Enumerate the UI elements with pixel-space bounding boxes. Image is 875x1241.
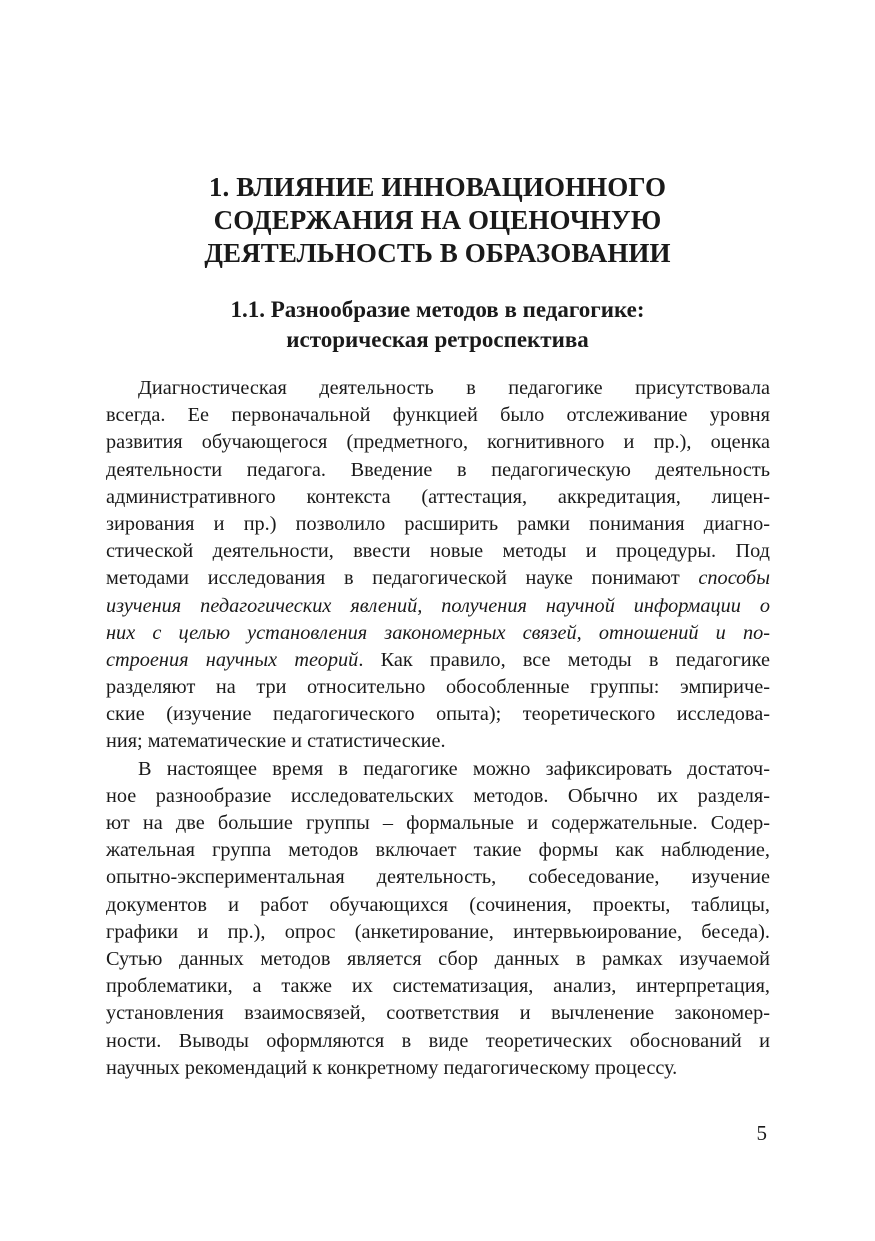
italic-definition: строения научных теорий: [106, 648, 359, 671]
text-line: жательная группа методов включает такие формы как наблюдение,: [106, 839, 770, 862]
chapter-title: [120, 171, 755, 270]
italic-definition: изучения педагогических явлений, получения научной информации о: [106, 594, 770, 617]
text-line: развития обучающегося (предметного, когнитивного и пр.), оценка: [106, 431, 770, 454]
chapter-title-line: СОДЕРЖАНИЯ НА ОЦЕНОЧНУЮ: [213, 205, 662, 235]
text-line: всегда. Ее первоначальной функцией было отслеживание уровня: [106, 404, 770, 427]
section-title-line: историческая ретроспектива: [286, 327, 589, 352]
paragraph-1: [106, 375, 770, 756]
text-line: научных рекомендаций к конкретному педагогическому процессу.: [106, 1056, 678, 1079]
text-line: В настоящее время в педагогике можно зафиксировать достаточ-: [138, 757, 770, 780]
paragraph-2: [106, 756, 770, 1082]
text-segment: . Как правило, все методы в педагогике: [358, 648, 771, 671]
section-title: [120, 295, 755, 355]
text-line: опытно-экспериментальная деятельность, собеседование, изучение: [106, 866, 770, 889]
chapter-title-line: ДЕЯТЕЛЬНОСТЬ В ОБРАЗОВАНИИ: [204, 238, 671, 268]
text-line: разделяют на три относительно обособленные группы: эмпириче-: [106, 676, 770, 699]
italic-definition: способы: [698, 567, 770, 590]
text-line: [106, 593, 770, 620]
text-line: ности. Выводы оформляются в виде теоретических обоснований и: [106, 1029, 770, 1052]
italic-definition: них с целью установления закономерных связей, отношений и по-: [106, 621, 770, 644]
text-line: ное разнообразие исследовательских методов. Обычно их разделя-: [106, 784, 770, 807]
text-line: [106, 565, 770, 592]
chapter-title-line: 1. ВЛИЯНИЕ ИННОВАЦИОННОГО: [208, 172, 667, 202]
text-line: ские (изучение педагогического опыта); теоретического исследова-: [106, 703, 770, 726]
text-line: графики и пр.), опрос (анкетирование, интервьюирование, беседа).: [106, 920, 770, 943]
text-line: установления взаимосвязей, соответствия и вычленение закономер-: [106, 1002, 770, 1025]
text-segment: методами исследования в педагогической науке понимают: [106, 567, 699, 590]
section-title-line: 1.1. Разнообразие методов в педагогике:: [230, 297, 645, 322]
text-line: Сутью данных методов является сбор данных в рамках изучаемой: [106, 947, 770, 970]
body-text: [106, 375, 770, 1082]
text-line: документов и работ обучающихся (сочинения, проекты, таблицы,: [106, 893, 770, 916]
text-line: Диагностическая деятельность в педагогике присутствовала: [138, 377, 770, 399]
text-line: [106, 647, 770, 674]
text-line: стической деятельности, ввести новые методы и процедуры. Под: [106, 540, 770, 563]
text-line: ют на две большие группы – формальные и содержательные. Содер-: [106, 812, 770, 834]
text-line: деятельности педагога. Введение в педагогическую деятельность: [106, 458, 770, 481]
text-line: административного контекста (аттестация, аккредитация, лицен-: [106, 485, 770, 508]
page-number: 5: [756, 1121, 767, 1145]
text-line: проблематики, а также их систематизация, анализ, интерпретация,: [106, 975, 770, 998]
text-line: ния; математические и статистические.: [106, 730, 446, 753]
text-line: [106, 620, 770, 647]
text-line: зирования и пр.) позволило расширить рамки понимания диагно-: [106, 512, 770, 535]
